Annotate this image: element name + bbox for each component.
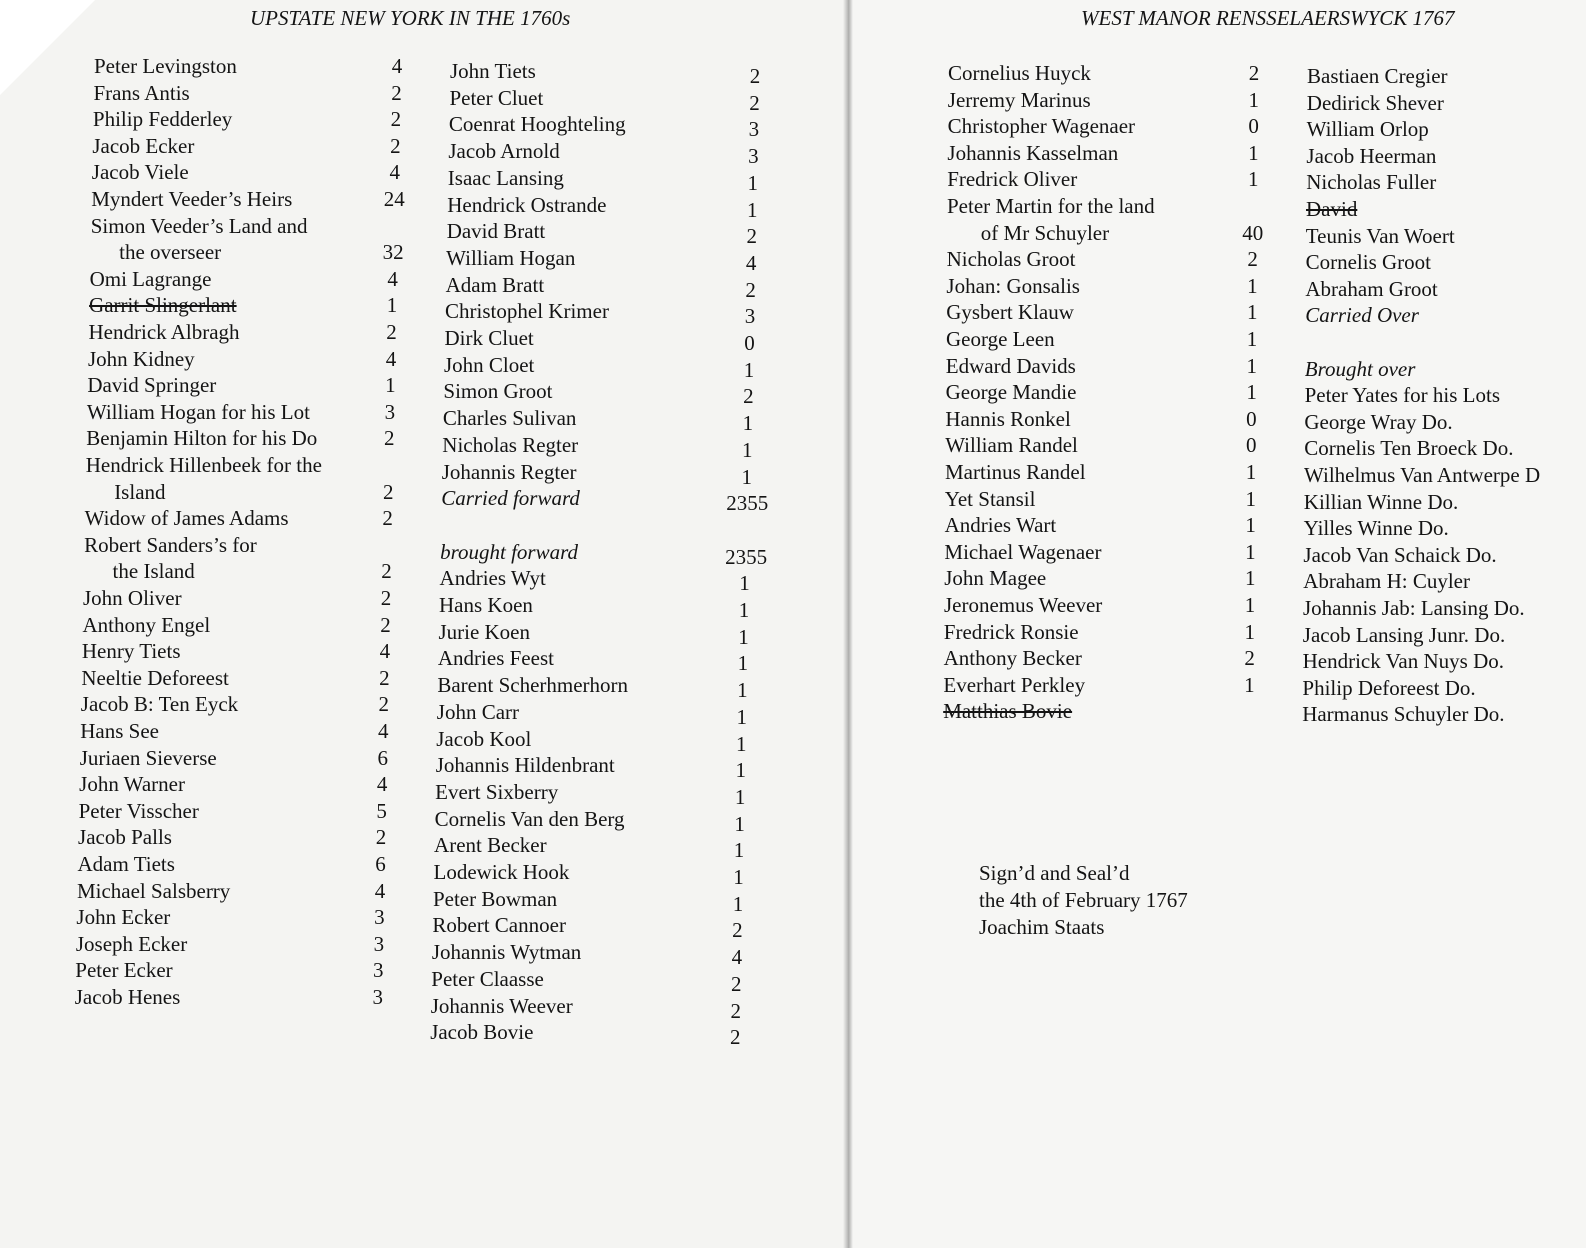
entry-name: Hendrick Albragh (88, 320, 240, 344)
left-page-header: UPSTATE NEW YORK IN THE 1760s (250, 6, 571, 30)
entry-value: 1 (1245, 486, 1257, 511)
entry-name: Garrit Slingerlant (89, 293, 237, 318)
entry-name: Michael Wagenaer (944, 539, 1102, 564)
entry-value: 1 (1244, 566, 1256, 591)
entry-name: Neeltie Deforeest (81, 665, 229, 690)
entry-value: 1 (737, 651, 749, 676)
entry-name: Dedirick Shever (1306, 90, 1444, 115)
entry-value: 5 (376, 798, 387, 823)
entry-value: 6 (375, 852, 386, 876)
entry-name: Hannis Ronkel (945, 406, 1071, 431)
entry-name: Nicholas Groot (946, 247, 1076, 272)
entry-name: Brought over (1304, 356, 1416, 381)
entry-value: 2 (745, 277, 756, 302)
entry-name: George Leen (946, 327, 1055, 351)
entry-name: Barent Scherhmerhorn (437, 673, 629, 698)
signature-line-3: Joachim Staats (979, 915, 1105, 939)
entry-value: 1 (739, 571, 750, 596)
entry-name: George Mandie (945, 380, 1077, 405)
entry-name: Carried Over (1305, 303, 1419, 328)
entry-value: 40 (1242, 220, 1264, 245)
entry-name: Matthias Bovie (943, 699, 1073, 724)
entry-name: Jacob Lansing Junr. Do. (1302, 622, 1506, 647)
entry-name: Joseph Ecker (75, 931, 188, 956)
entry-value: 2 (380, 586, 392, 610)
entry-name: Cornelius Huyck (948, 61, 1091, 85)
entry-name: Peter Martin for the land (947, 194, 1155, 218)
entry-value: 2 (1247, 247, 1258, 272)
entry-value: 1 (747, 197, 758, 222)
entry-value: 1 (738, 598, 750, 622)
right-page (848, 0, 1586, 1248)
entry-name: Nicholas Regter (442, 432, 579, 457)
entry-name: Adam Tiets (77, 852, 175, 876)
entry-value: 1 (738, 624, 749, 649)
entry-name: Arent Becker (434, 833, 547, 858)
entry-name: Teunis Van Woert (1305, 223, 1455, 248)
entry-name: Harmanus Schuyler Do. (1302, 702, 1505, 727)
entry-name: Christopher Wagenaer (947, 114, 1136, 139)
entry-name: Philip Fedderley (92, 107, 233, 132)
entry-value: 1 (1248, 140, 1259, 165)
signature-line-1: Sign’d and Seal’d (979, 861, 1130, 885)
entry-name: Anthony Engel (82, 612, 211, 637)
entry-value: 24 (383, 187, 405, 211)
entry-value: 4 (376, 772, 388, 797)
entry-value: 0 (1246, 406, 1257, 431)
entry-name: Jacob Viele (91, 160, 189, 185)
entry-value: 1 (1247, 167, 1259, 192)
entry-value: 2 (381, 559, 392, 584)
entry-name: the Island (112, 559, 195, 584)
entry-value: 1 (385, 373, 396, 398)
entry-value: 4 (391, 54, 403, 78)
entry-name: Jurie Koen (438, 619, 530, 644)
entry-name: Cornelis Groot (1305, 250, 1431, 275)
entry-name: Simon Groot (443, 379, 553, 404)
entry-name: Dirk Cluet (444, 326, 534, 350)
entry-name: Johannis Kasselman (947, 140, 1119, 165)
entry-name: Cornelis Ten Broeck Do. (1304, 436, 1514, 461)
entry-name: Evert Sixberry (435, 779, 559, 804)
entry-value: 3 (373, 931, 385, 956)
book-gutter (843, 0, 853, 1248)
entry-value: 4 (378, 719, 389, 743)
right-page-header: WEST MANOR RENSSELAERSWYCK 1767 (1081, 6, 1455, 30)
entry-name: Johannis Weever (430, 993, 573, 1018)
signature-line-2: the 4th of February 1767 (979, 888, 1188, 912)
entry-value: 1 (1245, 513, 1256, 538)
entry-name: David Bratt (446, 219, 546, 244)
entry-value: 1 (735, 758, 746, 783)
entry-name: Robert Sanders’s for (84, 532, 257, 557)
entry-name: Isaac Lansing (447, 165, 564, 190)
entry-value: 2 (1244, 646, 1255, 671)
entry-name: John Warner (79, 772, 185, 797)
entry-value: 2 (730, 998, 741, 1023)
entry-name: Yilles Winne Do. (1303, 516, 1449, 541)
entry-value: 4 (389, 160, 401, 185)
entry-name: Abraham H: Cuyler (1303, 569, 1470, 594)
entry-value: 1 (1245, 539, 1256, 564)
entry-name: Jacob Ecker (92, 133, 195, 158)
entry-name: Johan: Gonsalis (946, 273, 1080, 298)
entry-value: 3 (373, 958, 384, 983)
entry-name: Wilhelmus Van Antwerpe D (1304, 463, 1541, 487)
entry-value: 2 (390, 107, 402, 132)
entry-value: 1 (734, 811, 745, 836)
entry-value: 2 (1248, 61, 1260, 85)
entry-name: John Tiets (450, 59, 536, 83)
entry-value: 1 (1244, 672, 1255, 697)
entry-name: William Orlop (1306, 117, 1429, 142)
entry-value: 2 (729, 1025, 741, 1050)
entry-name: George Wray Do. (1304, 409, 1453, 434)
entry-name: David Springer (87, 373, 217, 398)
entry-value: 2 (391, 80, 402, 105)
entry-name: John Ecker (76, 905, 171, 930)
entry-name: Jerremy Marinus (947, 87, 1091, 112)
entry-value: 3 (748, 117, 760, 142)
entry-value: 1 (743, 357, 755, 382)
entry-value: 4 (745, 250, 757, 275)
entry-value: 1 (1246, 380, 1257, 405)
entry-name: Island (114, 479, 166, 504)
entry-name: Martinus Randel (945, 460, 1086, 484)
entry-value: 2 (749, 64, 761, 88)
entry-value: 3 (744, 304, 756, 329)
entry-name: Henry Tiets (81, 639, 181, 664)
entry-value: 1 (736, 731, 747, 756)
entry-name: Peter Cluet (449, 85, 544, 110)
entry-value: 1 (1246, 353, 1258, 378)
entry-name: William Randel (945, 433, 1078, 458)
entry-value: 1 (734, 784, 746, 809)
entry-name: Michael Salsberry (76, 878, 231, 903)
entry-name: Adam Bratt (445, 272, 545, 297)
entry-name: Omi Lagrange (89, 266, 212, 291)
entry-value: 0 (1245, 433, 1257, 458)
entry-value: 2 (380, 612, 391, 637)
entry-value: 0 (1248, 114, 1259, 139)
entry-value: 2 (375, 825, 387, 850)
entry-value: 1 (742, 437, 753, 462)
entry-value: 1 (732, 891, 744, 916)
entry-value: 1 (733, 838, 745, 863)
entry-name: Juriaen Sieverse (79, 745, 217, 770)
entry-name: Christophel Krimer (445, 299, 609, 324)
entry-value: 2 (749, 90, 760, 115)
entry-name: Carried forward (441, 486, 580, 511)
entry-name: Cornelis Van den Berg (434, 806, 625, 831)
entry-name: Myndert Veeder’s Heirs (91, 187, 293, 211)
entry-name: Simon Veeder’s Land and (90, 213, 308, 238)
entry-value: 2355 (725, 544, 768, 569)
entry-name: Peter Levingston (94, 54, 237, 78)
entry-value: 4 (387, 266, 398, 291)
entry-name: Peter Ecker (75, 958, 173, 983)
entry-name: Andries Feest (437, 646, 554, 671)
entry-name: Jacob Palls (78, 825, 172, 850)
entry-name: Hans Koen (439, 593, 533, 617)
entry-value: 1 (1244, 593, 1256, 617)
entry-value: 2 (384, 426, 395, 451)
entry-name: Edward Davids (945, 353, 1076, 378)
entry-value: 1 (733, 865, 744, 889)
entry-name: of Mr Schuyler (980, 220, 1110, 245)
entry-name: Lodewick Hook (433, 860, 570, 884)
entry-value: 1 (741, 464, 752, 489)
entry-value: 1 (1246, 300, 1258, 325)
entry-name: John Carr (436, 699, 520, 724)
entry-name: Anthony Becker (943, 646, 1082, 671)
entry-name: the overseer (119, 240, 222, 265)
entry-name: Hans See (80, 719, 159, 743)
entry-value: 2355 (726, 491, 769, 516)
entry-value: 2 (743, 384, 754, 409)
entry-value: 1 (1248, 87, 1260, 112)
entry-name: William Hogan for his Lot (86, 399, 310, 424)
entry-name: Coenrat Hooghteling (448, 112, 626, 137)
entry-value: 2 (382, 506, 393, 531)
entry-value: 2 (382, 479, 394, 504)
entry-value: 1 (747, 170, 759, 195)
entry-name: Jacob Bovie (430, 1020, 534, 1045)
entry-value: 4 (731, 945, 743, 970)
entry-name: Charles Sulivan (442, 406, 577, 431)
entry-name: Frans Antis (93, 80, 190, 105)
entry-name: William Hogan (446, 245, 576, 270)
entry-name: David (1306, 197, 1358, 221)
entry-value: 1 (737, 678, 748, 703)
entry-value: 1 (1244, 619, 1256, 644)
entry-name: Fredrick Oliver (947, 167, 1078, 192)
entry-name: Nicholas Fuller (1306, 170, 1437, 195)
entry-value: 3 (384, 399, 396, 424)
entry-name: Abraham Groot (1305, 276, 1438, 301)
folded-corner (0, 0, 95, 95)
entry-name: John Oliver (83, 586, 182, 610)
entry-name: Jacob Henes (74, 985, 181, 1009)
entry-value: 1 (1246, 327, 1258, 351)
entry-value: 32 (382, 240, 404, 265)
entry-value: 2 (378, 692, 390, 717)
entry-name: Hendrick Ostrande (447, 192, 607, 217)
entry-value: 1 (1245, 460, 1257, 484)
entry-value: 2 (386, 320, 397, 344)
entry-value: 1 (742, 411, 754, 436)
entry-name: Peter Yates for his Lots (1304, 383, 1501, 408)
entry-name: Robert Cannoer (432, 913, 566, 938)
entry-name: Andries Wart (944, 513, 1057, 538)
entry-value: 1 (736, 704, 748, 729)
entry-name: Philip Deforeest Do. (1302, 675, 1476, 700)
entry-value: 3 (372, 985, 383, 1009)
entry-name: Peter Bowman (432, 886, 558, 911)
entry-name: Johannis Regter (441, 459, 577, 484)
entry-value: 2 (379, 665, 390, 690)
entry-value: 0 (744, 331, 755, 355)
entry-name: Johannis Jab: Lansing Do. (1303, 596, 1525, 620)
entry-value: 4 (374, 878, 386, 903)
entry-value: 4 (379, 639, 391, 664)
entry-name: Jacob Van Schaick Do. (1303, 542, 1497, 567)
entry-value: 2 (731, 971, 742, 996)
entry-name: Gysbert Klauw (946, 300, 1074, 325)
entry-name: Peter Claasse (431, 966, 544, 991)
entry-name: John Cloet (443, 352, 535, 377)
entry-value: 6 (377, 745, 388, 770)
entry-name: Jacob Kool (436, 726, 532, 751)
entry-value: 2 (390, 133, 401, 158)
entry-name: Yet Stansil (944, 486, 1036, 511)
entry-name: Hendrick Van Nuys Do. (1302, 649, 1505, 674)
entry-name: John Magee (944, 566, 1047, 591)
entry-name: Widow of James Adams (84, 506, 289, 531)
entry-value: 3 (748, 144, 759, 169)
entry-name: Benjamin Hilton for his Do (86, 426, 318, 451)
entry-name: John Kidney (87, 346, 195, 371)
entry-value: 3 (374, 905, 385, 930)
entry-name: Hendrick Hillenbeek for the (85, 453, 322, 477)
entry-value: 4 (385, 346, 397, 371)
entry-value: 2 (732, 918, 743, 943)
entry-name: Andries Wyt (439, 566, 546, 591)
entry-name: Jacob B: Ten Eyck (80, 692, 239, 717)
entry-name: Jacob Heerman (1306, 143, 1437, 168)
entry-name: Johannis Hildenbrant (435, 753, 615, 778)
entry-name: Fredrick Ronsie (943, 619, 1079, 644)
entry-name: Killian Winne Do. (1303, 489, 1459, 514)
entry-name: Jeronemus Weever (944, 593, 1103, 617)
entry-name: brought forward (440, 539, 578, 564)
entry-value: 1 (1247, 273, 1258, 298)
entry-value: 1 (386, 293, 398, 318)
entry-value: 2 (746, 224, 757, 249)
entry-name: Peter Visscher (78, 798, 199, 823)
entry-name: Bastiaen Cregier (1307, 64, 1448, 88)
entry-name: Jacob Arnold (448, 139, 560, 164)
entry-name: Everhart Perkley (943, 672, 1086, 697)
entry-name: Johannis Wytman (431, 940, 582, 965)
